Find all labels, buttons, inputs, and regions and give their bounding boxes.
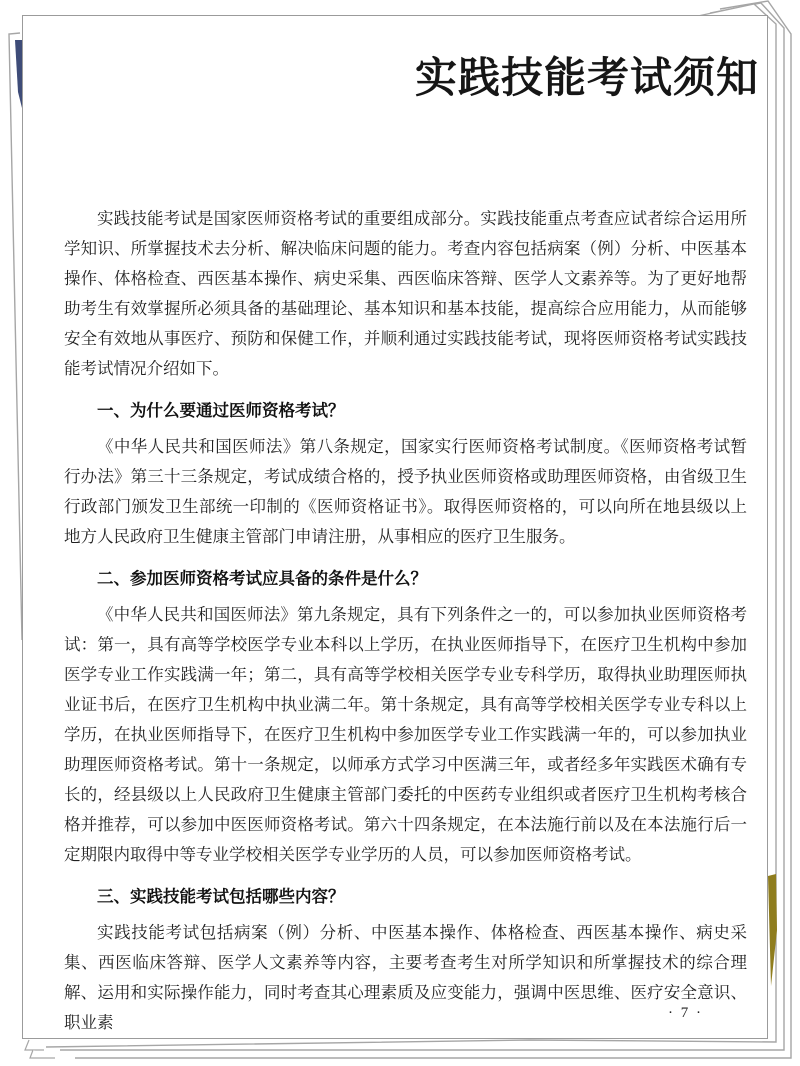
blue-edge-decoration <box>15 40 22 108</box>
page-title: 实践技能考试须知 <box>414 54 759 101</box>
body-paragraph: 《中华人民共和国医师法》第九条规定，具有下列条件之一的，可以参加执业医师资格考试：第一，具有高等学校医学专业本科以上学历，在执业医师指导下，在医疗卫生机构中参加医学专业工作实践满一年；第二，具有高等学校相关医学专业专科学历，取得执业助理医师执业证书后，在医疗卫生机构中执业满二年。第十条规定，具有高等学校相关医学专业专科以上学历，在执业医师指导下，在医疗卫生机构中参加医学专业工作实践满一年的，可以参加执业助理医师资格考试。第十一条规定，以师承方式学习中医满三年，或者经多年实践医术确有专长的，经县级以上人民政府卫生健康主管部门委托的中医药专业组织或者医疗卫生机构考核合格并推荐，可以参加中医医师资格考试。第六十四条规定，在本法施行前以及在本法施行后一定期限内取得中等专业学校相关医学专业学历的人员，可以参加医师资格考试。 <box>64 605 747 864</box>
page-number: · 7 · <box>668 1005 703 1021</box>
document-page <box>22 15 768 1039</box>
section-heading: 一、为什么要通过医师资格考试？ <box>97 402 345 420</box>
bottom-left-corner-tab-2 <box>30 1050 55 1058</box>
document-body <box>64 204 747 1038</box>
body-paragraph: 实践技能考试包括病案（例）分析、中医基本操作、体格检查、西医基本操作、病史采集、西医临床答辩、医学人文素养等内容，主要考查考生对所学知识和所掌握技术的综合理解、运用和实际操作能力，同时考查其心理素质及应变能力，强调中医思维、医疗安全意识、职业素 <box>64 923 747 1032</box>
bottom-left-corner-tab-1 <box>25 1040 44 1050</box>
stacked-page-left-edge <box>9 33 22 640</box>
body-paragraph: 实践技能考试是国家医师资格考试的重要组成部分。实践技能重点考查应试者综合运用所学知识、所掌握技术去分析、解决临床问题的能力。考查内容包括病案（例）分析、中医基本操作、体格检查、西医基本操作、病史采集、西医临床答辩、医学人文素养等。为了更好地帮助考生有效掌握所必须具备的基础理论、基本知识和基本技能，提高综合应用能力，从而能够安全有效地从事医疗、预防和保健工作，并顺利通过实践技能考试，现将医师资格考试实践技能考试情况介绍如下。 <box>64 209 747 378</box>
section-heading: 二、参加医师资格考试应具备的条件是什么？ <box>97 570 427 588</box>
section-heading: 三、实践技能考试包括哪些内容？ <box>97 888 345 906</box>
body-paragraph: 《中华人民共和国医师法》第八条规定，国家实行医师资格考试制度。《医师资格考试暂行办法》第三十三条规定，考试成绩合格的，授予执业医师资格或助理医师资格，由省级卫生行政部门颁发卫生部统一印制的《医师资格证书》。取得医师资格的，可以向所在地县级以上地方人民政府卫生健康主管部门申请注册，从事相应的医疗卫生服务。 <box>64 437 747 546</box>
